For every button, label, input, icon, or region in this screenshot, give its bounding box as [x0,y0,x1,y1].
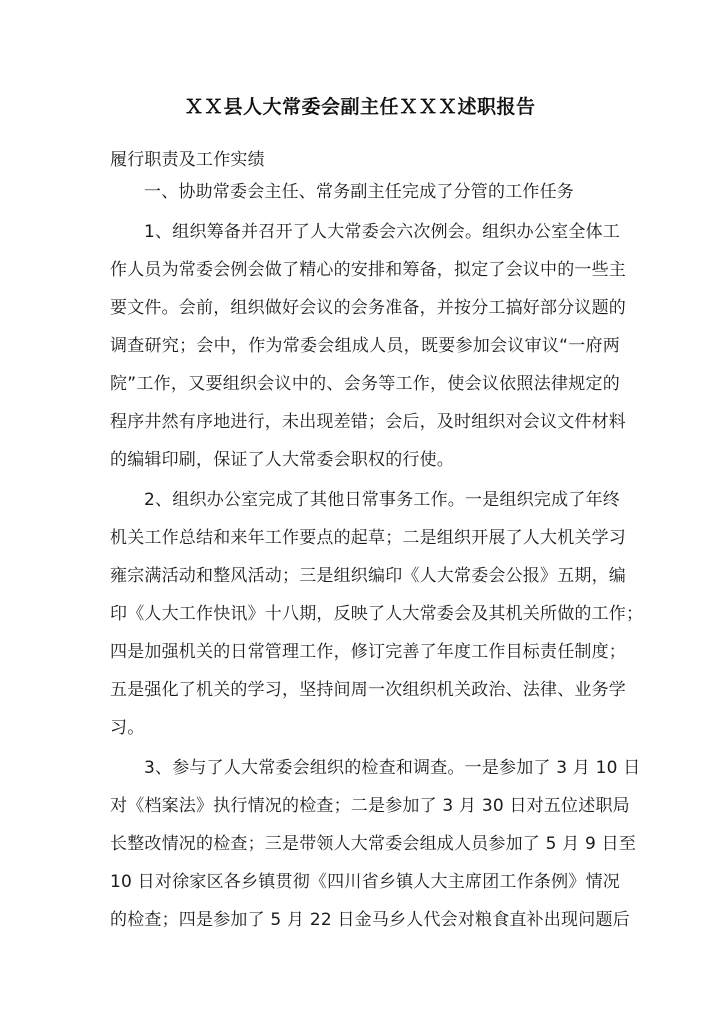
paragraph-line: 的检查；四是参加了 5 月 22 日金马乡人代会对粮食直补出现问题后 [110,910,630,930]
paragraph-line: 对《档案法》执行情况的检查；二是参加了 3 月 30 日对五位述职局 [110,796,630,816]
paragraph-line: 习。 [110,718,145,738]
subsection-heading: 一、协助常委会主任、常务副主任完成了分管的工作任务 [144,182,574,202]
paragraph-line: 调查研究；会中，作为常委会组成人员，既要参加会议审议“一府两 [110,336,620,356]
paragraph-line: 的编辑印刷，保证了人大常委会职权的行使。 [110,450,454,470]
paragraph-line: 10 日对徐家区各乡镇贯彻《四川省乡镇人大主席团工作条例》情况 [110,872,620,892]
paragraph-line: 长整改情况的检查；三是带领人大常委会组成人员参加了 5 月 9 日至 [110,834,637,854]
paragraph-line: 程序井然有序地进行，未出现差错；会后，及时组织对会议文件材料 [110,412,626,432]
paragraph-line: 院”工作，又要组织会议中的、会务等工作，使会议依照法律规定的 [110,374,620,394]
paragraph-line: 3、参与了人大常委会组织的检查和调查。一是参加了 3 月 10 日 [144,758,641,778]
paragraph-line: 作人员为常委会例会做了精心的安排和筹备，拟定了会议中的一些主 [110,260,626,280]
section-heading: 履行职责及工作实绩 [110,150,265,170]
paragraph-line: 雍宗满活动和整风活动；三是组织编印《人大常委会公报》五期，编 [110,566,626,586]
paragraph-line: 机关工作总结和来年工作要点的起草；二是组织开展了人大机关学习 [110,528,626,548]
paragraph-line: 印《人大工作快讯》十八期，反映了人大常委会及其机关所做的工作； [110,604,644,624]
document-title: ＸＸ县人大常委会副主任ＸＸＸ述职报告 [184,96,536,118]
paragraph-line: 五是强化了机关的学习，坚持间周一次组织机关政治、法律、业务学 [110,680,626,700]
paragraph-line: 1、组织筹备并召开了人大常委会六次例会。组织办公室全体工 [144,222,620,242]
paragraph-line: 要文件。会前，组织做好会议的会务准备，并按分工搞好部分议题的 [110,298,626,318]
paragraph-line: 四是加强机关的日常管理工作，修订完善了年度工作目标责任制度； [110,642,626,662]
paragraph-line: 2、组织办公室完成了其他日常事务工作。一是组织完成了年终 [144,490,620,510]
